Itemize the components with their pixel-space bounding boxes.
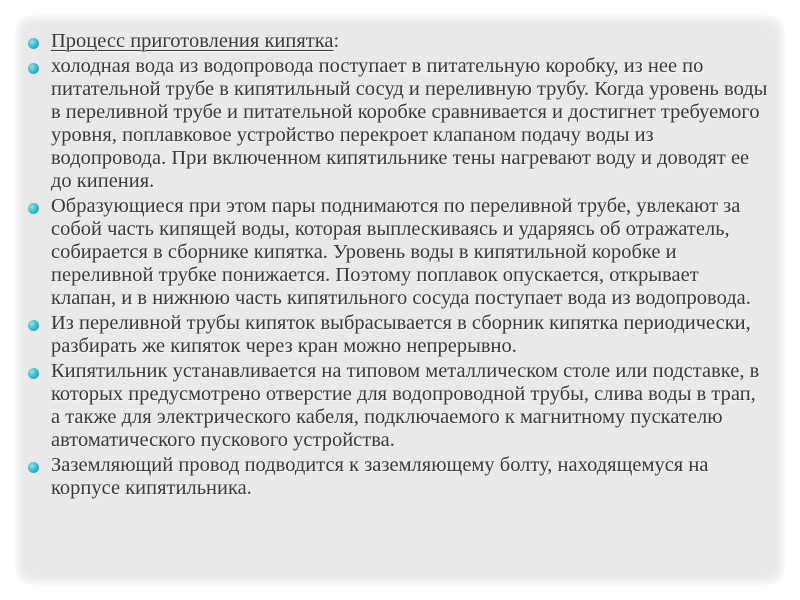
round-bullet-icon xyxy=(28,462,39,473)
round-bullet-icon xyxy=(28,63,39,74)
list-item xyxy=(28,360,768,452)
paragraph-text: Кипятильник устанавливается на типовом металлическом столе или подставке, в которых предусмотрено отверстие для водопроводной трубы, слива воды в трап, а также для электрического кабеля, подключаемого к магнитному пускателю автоматического пускового устройства. xyxy=(51,360,760,451)
round-bullet-icon xyxy=(28,320,39,331)
round-bullet-icon xyxy=(28,368,39,379)
round-bullet-icon xyxy=(28,203,39,214)
list-item xyxy=(28,454,768,500)
paragraph-text: холодная вода из водопровода поступает в питательную коробку, из нее по питательной трубе в кипятильный сосуд и переливную трубу. Когда уровень воды в переливной трубе и питательной коробке сравнивается и достигнет требуемого уровня, поплавковое устройство перекроет клапаном подачу воды из водопровода. При включенном кипятильнике тены нагревают воду и доводят ее до кипения. xyxy=(51,55,768,192)
list-item xyxy=(28,312,768,358)
bullet-list xyxy=(28,30,768,500)
list-item xyxy=(28,55,768,193)
paragraph-text: Образующиеся при этом пары поднимаются по переливной трубе, увлекают за собой часть кипящей воды, которая выплескиваясь и ударяясь об отражатель, собирается в сборнике кипятка. Уровень воды в кипятильной коробке и переливной трубке понижается. Поэтому поплавок опускается, открывает клапан, и в нижнюю часть кипятильного сосуда поступает вода из водопровода. xyxy=(51,195,751,309)
heading-colon: : xyxy=(333,30,340,52)
round-bullet-icon xyxy=(28,38,39,49)
slide-heading: Процесс приготовления кипятка xyxy=(51,30,334,52)
paragraph-text: Заземляющий провод подводится к заземляющему болту, находящемуся на корпусе кипятильника. xyxy=(51,454,709,499)
list-item xyxy=(28,195,768,310)
heading-item xyxy=(28,30,768,53)
slide-content xyxy=(28,30,768,502)
paragraph-text: Из переливной трубы кипяток выбрасывается в сборник кипятка периодически, разбирать же кипяток через кран можно непрерывно. xyxy=(51,312,751,357)
